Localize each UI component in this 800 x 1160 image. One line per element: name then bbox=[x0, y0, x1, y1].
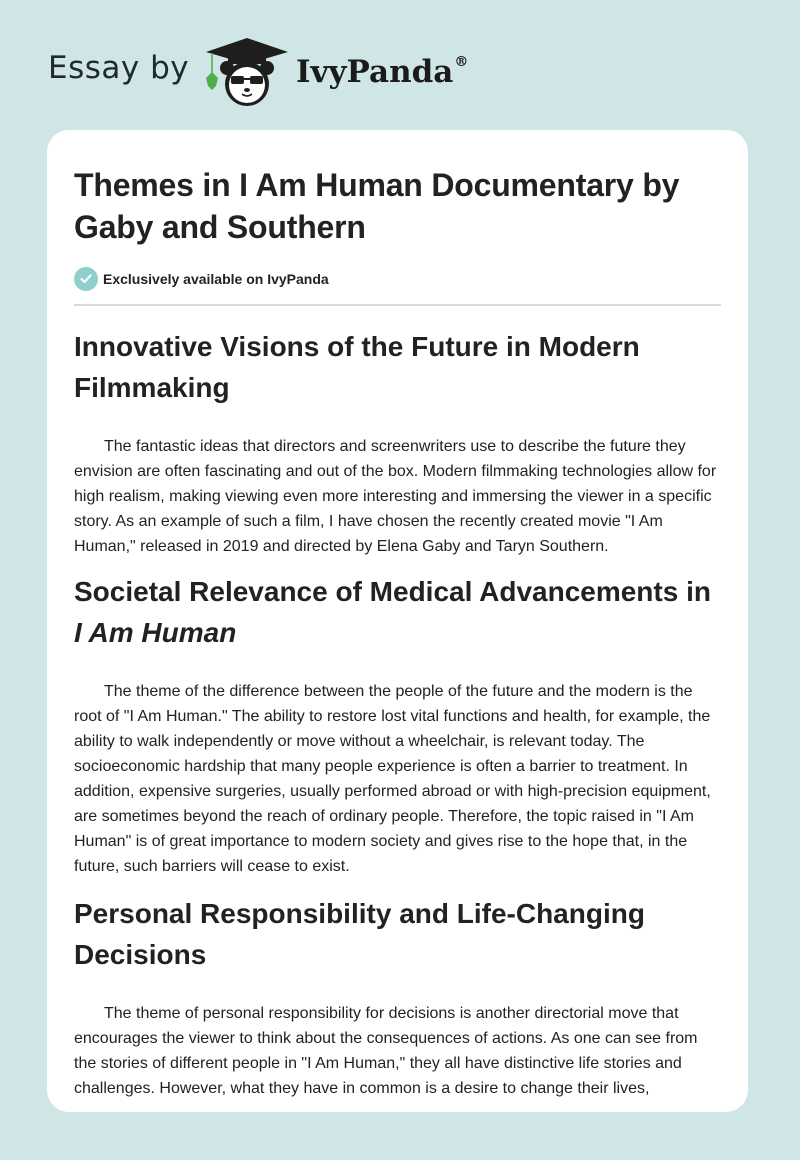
section-heading: Personal Responsibility and Life-Changing Decisions bbox=[74, 898, 645, 970]
badge-text: Exclusively available on IvyPanda bbox=[103, 271, 329, 287]
section-heading: Innovative Visions of the Future in Modern Filmmaking bbox=[74, 331, 640, 403]
brand-prefix: Essay by bbox=[48, 50, 190, 86]
essay-card bbox=[47, 130, 748, 1112]
section-heading: Societal Relevance of Medical Advancements in I Am Human bbox=[74, 576, 711, 648]
site-header bbox=[0, 0, 800, 130]
divider bbox=[74, 304, 721, 306]
exclusive-badge bbox=[74, 266, 721, 292]
film-title-italic: I Am Human bbox=[74, 617, 237, 648]
section-paragraph: The fantastic ideas that directors and screenwriters use to describe the future they envision are often fascinating and out of the box. Modern filmmaking technologies allow for high realism, making viewing even more interesting and immersing the viewer in a specific story. As an example of such a film, I have chosen the recently created movie "I Am Human," released in 2019 and directed by Elena Gaby and Taryn Southern. bbox=[74, 438, 717, 555]
check-circle-icon bbox=[74, 267, 98, 291]
panda-graduation-cap-icon[interactable] bbox=[202, 36, 292, 108]
brand-name[interactable]: IvyPanda® bbox=[296, 54, 469, 90]
section-paragraph: The theme of the difference between the people of the future and the modern is the root of "I Am Human." The ability to restore lost vital functions and health, for example, the ability to walk independently or move without a wheelchair, is relevant today. The socioeconomic hardship that many people experience is often a barrier to treatment. In addition, expensive surgeries, usually performed abroad or with high-precision equipment, are sometimes beyond the reach of ordinary people. Therefore, the topic raised in "I Am Human" is of great importance to modern society and gives rise to the hope that, in the future, such barriers will cease to exist. bbox=[74, 683, 711, 875]
section-paragraph: The theme of personal responsibility for decisions is another directorial move that encourages the viewer to think about the consequences of actions. As one can see from the stories of different people in "I Am Human," they all have distinctive life stories and challenges. However, what they have in common is a desire to change their lives, bbox=[74, 1005, 698, 1097]
registered-mark: ® bbox=[454, 54, 469, 70]
page-title: Themes in I Am Human Documentary by Gaby and Southern bbox=[74, 167, 680, 245]
